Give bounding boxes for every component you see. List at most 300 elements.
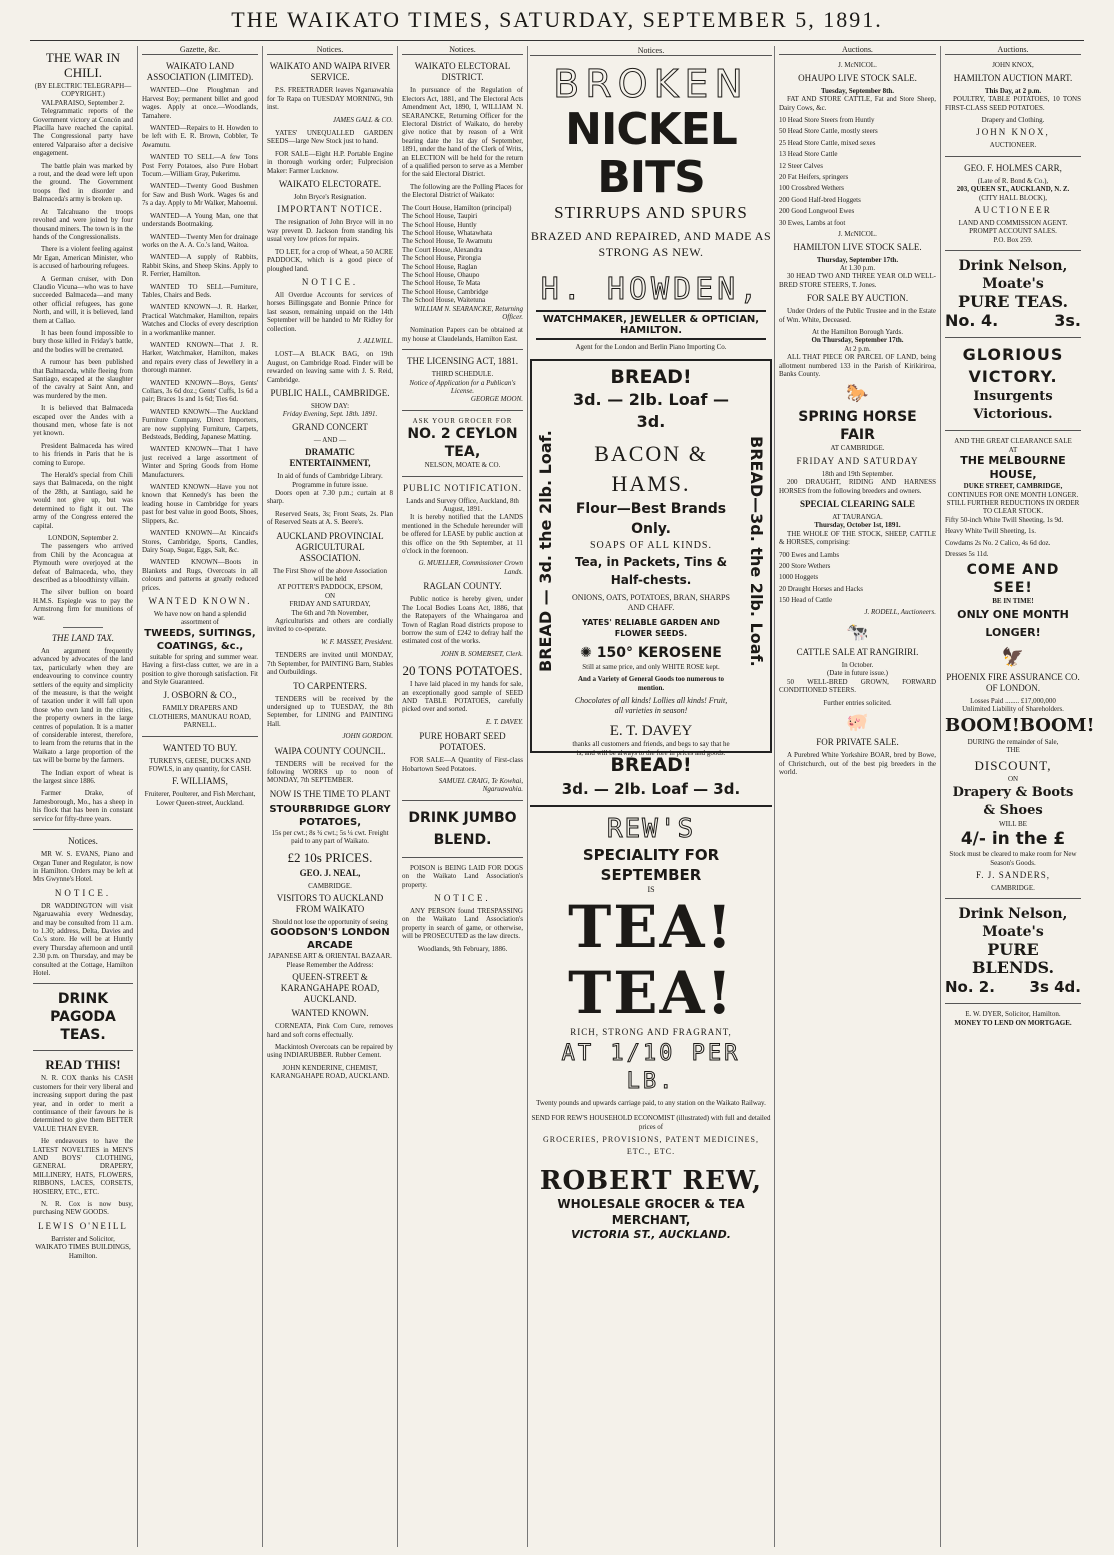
column-heading: Notices. (267, 46, 393, 55)
ad-heading: WAIKATO ELECTORAL DISTRICT. (414, 61, 511, 83)
bread-price: 3d. — 2lb. Loaf — 3d. (572, 390, 730, 431)
wanted-ad: WANTED—Repairs to H. Howden to be left with E. R. Brown, Cobbler, Te Awamutu. (142, 124, 258, 149)
ad-send: SEND FOR REW'S HOUSEHOLD ECONOMIST (illustrated) with full and detailed prices of (531, 1114, 771, 1131)
ad-come-and-see: COME AND SEE! (966, 562, 1060, 597)
polling-place: The School House, Raglan (402, 262, 478, 271)
polling-place: The Court House, Hamilton (principal) (402, 203, 512, 212)
column-divider (774, 46, 775, 1547)
ad-price-row (945, 977, 1081, 997)
notice: Nomination Papers can be obtained at my house at Claudelands, Hamilton East. (402, 326, 523, 343)
column-heading: Auctions. (945, 46, 1081, 55)
wanted-ad: WANTED KNOWN—J. R. Harker, Practical Watchmaker, Hamilton, repairs Watches and Clocks of every description in a workmanlike manner. (142, 303, 258, 337)
wanted-to-buy: WANTED TO BUY. (162, 742, 238, 753)
notice: Reserved Seats, 3s; Front Seats, 2s. Plan of Reserved Seats at A. S. Beere's. (267, 509, 393, 527)
article-paragraph: A German cruiser, with Don Claudio Vicuna—who was to have succeeded Balmaceda—and many other official refugees, has gone North, and will, it is believed, land them at Callao. (33, 274, 133, 325)
lot: 20 Draught Horses and Hacks (779, 584, 863, 593)
headline-war-in-chili: THE WAR IN CHILI. (45, 50, 121, 80)
column-heading: Gazette, &c. (142, 46, 258, 55)
notice: Public notice is hereby given, under The Local Bodies Loans Act, 1886, that the Ratepayers of the Whaingaroa and Town of Raglan Road districts propose to borrow the sum of £242 to defray half the estimated cost of the works. (402, 595, 523, 646)
divider (142, 736, 258, 737)
notice: 50 WELL-BRED GROWN, FORWARD CONDITIONED STEERS. (779, 677, 936, 695)
ad-text: In aid of funds of Cambridge Library. (277, 472, 383, 481)
ad-boom: BOOM! (1019, 714, 1095, 736)
ad-text: JAPANESE ART & ORIENTAL BAZAAR. (268, 952, 392, 961)
ad-heading: WAIKATO ELECTORATE. (278, 179, 382, 190)
ad-address: QUEEN-STREET & KARANGAHAPE ROAD, AUCKLAND. (280, 972, 380, 1005)
ad-williams: F. WILLIAMS, (172, 776, 228, 787)
ad-text: FRIDAY AND SATURDAY, (289, 600, 371, 609)
polling-place: The School House, Whatawhata (402, 228, 493, 237)
ad-tweeds-text: suitable for spring and summer wear. Having a first-class cutter, we are in a position to give thorough satisfaction. Fit and Style Guaranteed. (142, 652, 258, 686)
wanted-ad: WANTED—One Ploughman and Harvest Boy; permanent billet and good wages. Apply at once.—Woodlands, Tamahere. (142, 86, 258, 120)
article-paragraph: It has been found impossible to bury those killed in Friday's battle, and the bodies will be cremated. (33, 328, 133, 354)
polling-place: The School House, Waitetuna (402, 296, 486, 305)
ad-heading: TO CARPENTERS. (293, 680, 367, 691)
ad-text: (Late of R. Bond & Co.), (977, 176, 1049, 185)
lot: 12 Steer Calves (779, 161, 823, 170)
notice-heading: NOTICE. (434, 893, 491, 903)
bread-banner-title: BREAD! (610, 754, 692, 776)
ad-four-shillings: 4/- in the £ (960, 829, 1066, 850)
ad-heading: HAMILTON AUCTION MART. (953, 72, 1073, 83)
ad-groceries: GROCERIES, PROVISIONS, PATENT MEDICINES, ETC., ETC. (542, 1135, 760, 1156)
notice: All Overdue Accounts for services of horses Billingsgate and Bonnie Prince for last season, remaining unpaid on the 14th September will be handed to Mr Ridley for collection. (267, 290, 393, 333)
etd-davey: E. T. DAVEY (609, 723, 693, 739)
notice: 200 DRAUGHT, RIDING AND HARNESS HORSES from the following breeders and owners. (779, 478, 936, 495)
article-paragraph: President Balmaceda has wired to his friends in Paris that he is coming to Europe. (33, 441, 133, 467)
signature: W. F. MASSEY, President. (320, 637, 393, 646)
divider (945, 250, 1081, 251)
wanted-ad: WANTED—A supply of Rabbits, Rabbit Skins, and Sheep Skins. Apply to R. Ferrier, Hamilton. (142, 253, 258, 279)
advertisement-block (530, 46, 772, 1547)
notice: The following are the Polling Places for the Electoral District of Waikato: (402, 182, 523, 200)
ad-spring-horse-fair: SPRING HORSE FAIR (798, 409, 917, 444)
lot: 1000 Hoggets (779, 573, 819, 582)
ad-cox: He endeavours to have the LATEST NOVELTIES in MEN'S AND BOYS' CLOTHING, GENERAL DRAPERY, MILLINERY, HATS, FLOWERS, RIBBONS, LACES, CORSETS, HOSIERY, ETC., ETC. (33, 1137, 133, 1196)
divider (402, 476, 523, 477)
ad-text: E. W. DYER, Solicitor, Hamilton. (965, 1010, 1061, 1019)
notice: Under Orders of the Public Trustee and in the Estate of Wm. White, Deceased. (779, 307, 936, 324)
notice: I have laid placed in my hands for sale, an exceptionally good sample of SEED AND TABLE POTATOES, carefully picked over and sorted. (402, 680, 523, 714)
ad-no: No. 4. (945, 311, 999, 331)
ad-and: — AND — (313, 435, 347, 444)
ad-text: 203, QUEEN ST., AUCKLAND, N. Z. (956, 185, 1070, 194)
chocolates: Chocolates of all kinds! Lollies all kinds! Fruit, all varieties in season! (574, 696, 728, 715)
wanted-ad: WANTED KNOWN—That I have just received a large assortment of Winter and Spring Goods from Home Manufacturers. (142, 445, 258, 479)
ad-date: Thursday, September 17th. (816, 255, 899, 264)
signature: J. RODELL, Auctioneers. (864, 607, 936, 616)
signature: J. ALLWILL. (357, 336, 393, 345)
ad-heading: SPECIAL CLEARING SALE (799, 499, 916, 509)
wanted-ad: WANTED KNOWN—At Kincaid's Stores, Cambridge, Sports, Candles, Dairy Soap, Sugar, Eggs, Salt, &c. (142, 529, 258, 554)
ad-text: Notice of Application for a Publican's License. (409, 378, 516, 395)
notice: The resignation of John Bryce will in no way prevent D. Jackson from standing his usual very low prices for repairs. (267, 218, 393, 244)
polling-place: The School House, Te Mata (402, 279, 481, 288)
flour: Flour—Best Brands Only. (575, 501, 727, 537)
ad-subheading: SHOW DAY: (310, 401, 350, 410)
cattle-icon: 🐄 (846, 622, 869, 643)
ad-text: Please Remember the Address: (286, 960, 374, 969)
lot: 100 Crossbred Wethers (779, 184, 845, 193)
bread-side-right: BREAD—3d. the 2lb. Loaf. (747, 435, 766, 667)
ad-brazed: BRAZED AND REPAIRED, AND MADE AS STRONG AS NEW. (530, 229, 772, 259)
divider (945, 430, 1081, 431)
ad-price: £2 10s PRICES. (287, 849, 373, 865)
ad-howden: H. HOWDEN, (540, 272, 762, 307)
ad-oneill-address: WAIKATO TIMES BUILDINGS, Hamilton. (35, 1243, 131, 1260)
lot: 200 Store Wethers (779, 562, 831, 571)
wanted-ad: WANTED—Twenty Men for drainage works on the A. A. Co.'s land, Waitoa. (142, 232, 258, 249)
bread-ad-inner (570, 365, 732, 757)
ad-robert-rew: ROBERT REW, (539, 1166, 763, 1196)
signature: E. T. DAVEY. (485, 717, 523, 726)
ad-heading: GRAND CONCERT (292, 421, 368, 432)
ad-drink-nelson: Drink Nelson, Moate's (958, 258, 1068, 293)
ad-heading: NOW IS THE TIME TO PLANT (269, 788, 391, 799)
bacon-hams: BACON & HAMS. (594, 441, 708, 496)
notice: LOST—A BLACK BAG, on 19th August, on Cambridge Road. Finder will be rewarded on leaving same with J. S. Reid, Cambridge. (267, 350, 393, 384)
ad-date: This Day, at 2 p.m. (984, 86, 1042, 95)
ad-oneill-sub: Barrister and Solicitor, (51, 1234, 115, 1243)
ad-price-row (945, 311, 1081, 331)
kerosene (570, 643, 732, 663)
ad-text: In October. (841, 661, 874, 670)
ad-text: ON (324, 591, 336, 600)
notice: YATES' UNEQUALLED GARDEN SEEDS—large New Stock just to hand. (267, 129, 393, 146)
ad-text: Stock must be cleared to make room for New Season's Goods. (949, 850, 1077, 867)
ad-heading: VISITORS TO AUCKLAND FROM WAIKATO (276, 892, 384, 914)
ad-date: Thursday, October 1st, 1891. (814, 521, 901, 530)
column-auctions-2 (942, 45, 1095, 1547)
lot: 50 Head Store Cattle, mostly steers (779, 127, 878, 136)
ad-cox: N. R. Cox is now busy, purchasing NEW GOODS. (33, 1200, 133, 1217)
divider (33, 1050, 133, 1051)
divider (402, 800, 523, 801)
masthead-rule (30, 40, 1084, 41)
polling-place: The School House, Ohaupo (402, 270, 480, 279)
ad-text: STILL FURTHER REDUCTIONS IN ORDER TO CLEAR STOCK. (946, 498, 1080, 516)
item: Dresses 5s 11d. (945, 549, 989, 558)
notice: A Purebred White Yorkshire BOAR, bred by Bowe, of Christchurch, out of the best pig breeders in the world. (779, 751, 936, 776)
ad-text: LAND AND COMMISSION AGENT. (958, 219, 1068, 228)
ad-text: WILL BE (999, 819, 1027, 828)
subhead: (BY ELECTRIC TELEGRAPH—COPYRIGHT.) (34, 82, 132, 99)
lot: 200 Good Half-bred Hoggets (779, 195, 861, 204)
article-paragraph: An argument frequently advanced by advocates of the land tax, particularly when they are endeavouring to convince country settlers of the equity and simplicity of the measure, is that the weight of taxation under it will fall upon those who own land in the cities, the property owners in the large centres of population. It is a matter of considerable interest, therefore, to learn from the returns that in the Waikato a large proportion of the tax will be borne by the farmers. (33, 646, 133, 765)
column-divider (940, 46, 941, 1547)
ad-heading: HAMILTON LIVE STOCK SALE. (793, 241, 922, 252)
ad-tweeds: TWEEDS, SUITINGS, COATINGS, &c., (144, 627, 256, 652)
ad-text: At the Hamilton Borough Yards. (812, 327, 903, 336)
polling-place: The School House, Taupiri (402, 212, 478, 221)
ad-is: IS (647, 885, 655, 894)
star-icon: ✺ (580, 645, 592, 661)
ad-heading: RAGLAN COUNTY. (423, 581, 502, 592)
ad-drink-nelson: Drink Nelson, Moate's (958, 906, 1068, 941)
ad-text: AND THE GREAT CLEARANCE SALE (954, 437, 1072, 446)
ad-neal: GEO. J. NEAL, (299, 867, 361, 878)
signature: JOHN GORDON. (342, 732, 393, 741)
article-paragraph: The passengers who arrived from Chili by the Aconcagua at Plymouth were overjoyed at the defeat of Balmaceda, who, they described as a bloodthirsty villain. (33, 542, 133, 584)
ad-heading: OHAUPO LIVE STOCK SALE. (798, 72, 917, 83)
lot: 20 Fat Heifers, springers (779, 173, 849, 182)
column-divider (397, 46, 398, 1547)
ad-stourbridge: STOURBRIDGE GLORY POTATOES, (269, 803, 391, 828)
bread-banner-price: 3d. — 2lb. Loaf — 3d. (561, 780, 741, 798)
ad-text: Woodlands, 9th February, 1886. (417, 944, 508, 953)
ad-text: THE (1006, 745, 1020, 754)
ad-heading: THE LICENSING ACT, 1881. (406, 356, 519, 367)
ad-watchmaker: WATCHMAKER, JEWELLER & OPTICIAN, HAMILTON. (536, 310, 766, 340)
ad-heading: PUBLIC NOTIFICATION. (403, 482, 522, 493)
polling-place: The School House, Huntly (402, 220, 477, 229)
wanted-ad: WANTED KNOWN—The Auckland Furniture Company, Direct Importers, are now supplying Furniture, Carpets, Bedsteads, Bedding, Japanese Matting. (142, 407, 258, 442)
divider (402, 857, 523, 858)
article-paragraph: It is believed that Balmaceda escaped over the Andes with a thousand men, whose fate is not yet known. (33, 404, 133, 438)
ad-text: P.O. Box 259. (993, 235, 1033, 244)
dateline: LONDON, September 2. (48, 533, 118, 542)
ad-heading: DRAMATIC ENTERTAINMENT, (289, 447, 371, 469)
ad-sanders: F. J. SANDERS, (975, 870, 1051, 880)
notice-heading: NOTICE. (301, 276, 359, 287)
ad-text: Drapery and Clothing. (981, 116, 1045, 125)
ad-no: No. 2. (945, 978, 995, 997)
ad-text: AT (1008, 445, 1018, 454)
ad-jumbo-blend: DRINK JUMBO BLEND. (408, 809, 517, 848)
ad-only-one-month: ONLY ONE MONTH LONGER! (957, 607, 1069, 639)
lot: 700 Ewes and Lambs (779, 550, 840, 559)
ad-text: 15s per cwt.; 8s ¾ cwt.; 5s ¼ cwt. Freight paid to any part of Waikato. (271, 828, 389, 846)
lot: 13 Head Store Cattle (779, 150, 838, 159)
ad-text: CAMBRIDGE. (308, 881, 352, 890)
ad-text: NELSON, MOATE & CO. (424, 461, 501, 470)
tea-packets: Tea, in Packets, Tins & Half-chests. (574, 555, 728, 587)
divider (945, 337, 1081, 338)
etd-text: thanks all customers and friends, and begs to say that he is, and will be always to the fore in prices and goods. (572, 740, 730, 757)
wanted-ad: WANTED TO SELL—Furniture, Tables, Chairs and Beds. (142, 282, 258, 299)
divider (33, 829, 133, 830)
ad-text: Losses Paid ........ £17,000,000 (970, 696, 1056, 705)
ad-cox: N. R. COX thanks his CASH customers for their very liberal and increasing support during the past year, and in order to merit a continuance of their favours he is determined to give them BETTER VALUE THAN EVER. (33, 1074, 133, 1133)
bread-title: BREAD! (610, 366, 692, 388)
ad-text: PROMPT ACCOUNT SALES. (969, 227, 1057, 236)
ad-tea-price: AT 1/10 PER LB. (561, 1041, 741, 1094)
ad-text: AT CAMBRIDGE. (830, 444, 885, 453)
item: Heavy White Twill Sheeting, 1s. (945, 527, 1037, 536)
ad-text: JOHN KENDERINE, CHEMIST, KARANGAHAPE ROAD, AUCKLAND. (270, 1063, 390, 1081)
notice-heading: NOTICE. (54, 887, 112, 898)
notice: It is hereby notified that the LANDS mentioned in the Schedule hereunder will be offered for LEASE by public auction at this office on the 9th September, at 11 o'clock in the forenoon. (402, 513, 523, 556)
notice: FAT AND STORE CATTLE, Fat and Store Sheep, Dairy Cows, &c. (779, 95, 936, 112)
divider (63, 627, 103, 628)
auctioneer: J. McNICOL. (838, 230, 877, 239)
column-divider (527, 46, 528, 1547)
signature: JAMES GALL & CO. (332, 115, 393, 124)
ad-text: ON (1007, 775, 1019, 784)
item: Fifty 50-inch White Twill Sheeting, 1s 9d. (945, 515, 1064, 524)
ad-nickel-bits: NICKEL BITS (565, 104, 737, 203)
ad-heading: CATTLE SALE AT RANGIRIRI. (796, 647, 919, 658)
ad-insurgents: Insurgents Victorious. (973, 389, 1053, 423)
ad-twenty-pounds: Twenty pounds and upwards carriage paid, to any station on the Waikato Railway. (536, 1099, 766, 1107)
notice: FOR SALE—Eight H.P. Portable Engine in thorough working order; Fulprecision Maker: Farmer Lucknow. (267, 149, 393, 175)
ad-boom-row (945, 714, 1095, 738)
notice: TENDERS will be received by the undersigned up to TUESDAY, the 8th September, for LINING and PAINTING Hall. (267, 694, 393, 728)
kerosene-label: 150° KEROSENE (596, 645, 722, 661)
wanted-ad: WANTED KNOWN—Have you not known that Kennedy's has been the leading house in Cambridge for years past for best value in good Boots, Shoes, Slippers, &c. (142, 483, 258, 525)
wanted-ad: WANTED TO SELL—A few Tons Post Ferry Potatoes, also Pure Hobart Tocum.—William Gray, Pukerimu. (142, 153, 258, 179)
ad-text: The 6th and 7th November, (291, 608, 369, 617)
notice: ALL THAT PIECE OR PARCEL OF LAND, being allotment numbered 133 in the Parish of Kirikiriroa, Banks County. (779, 353, 936, 378)
divider (945, 898, 1081, 899)
column-heading: Notices. (402, 46, 523, 55)
polling-place: The School House, Pirongia (402, 254, 481, 263)
ad-wholesale: WHOLESALE GROCER & TEA MERCHANT, (557, 1197, 745, 1227)
ad-heading: FRIDAY AND SATURDAY (796, 455, 919, 466)
column-heading: Notices. (530, 46, 772, 56)
ad-osborn-sub: FAMILY DRAPERS AND CLOTHIERS, MANUKAU ROAD, PARNELL. (149, 704, 251, 730)
article-paragraph: The battle plain was marked by a rout, and the dead were left upon the ground. The Government troops fled in disorder and Balmaceda's army is broken up. (33, 161, 133, 204)
article-paragraph: The silver bullion on board H.M.S. Espiegle was to pay the Armstrong firm for munitions of war. (33, 588, 133, 622)
ad-time: At 2 p.m. (844, 344, 871, 353)
notice: Doors open at 7.30 p.m.; curtain at 8 sharp. (267, 489, 393, 506)
article-paragraph: A rumour has been published that Balmaceda, while fleeing from Santiago, escaped at the slaughter of the cavalry at Saint Ann, and was murdered by the men. (33, 358, 133, 400)
ad-text: Unlimited Liability of Shareholders. (962, 705, 1064, 714)
ad-date: Tuesday, September 8th. (820, 86, 895, 95)
wanted-ad: WANTED—Twenty Good Bushmen for Saw and Bush Work. Wages 6s and 7s a day. Apply to Mr Walker, Mahoenui. (142, 182, 258, 208)
notice: Mackintosh Overcoats can be repaired by using INDIARUBBER. Rubber Cement. (267, 1043, 393, 1060)
polling-place: The School House, Cambridge (402, 287, 489, 296)
ad-price: 3s. (1054, 311, 1081, 331)
divider (945, 156, 1081, 157)
wanted-known-heading: WANTED KNOWN. (148, 595, 252, 606)
ad-stirrups: STIRRUPS AND SPURS (554, 203, 748, 222)
ad-williams-sub: Fruiterer, Poulterer, and Fish Merchant, Lower Queen-street, Auckland. (144, 790, 256, 807)
ad-text: BE IN TIME! (992, 597, 1034, 606)
ad-goodson: GOODSON'S LONDON ARCADE (270, 927, 390, 952)
ad-glorious-victory: GLORIOUS VICTORY. (962, 345, 1064, 387)
ad-heading: 20 TONS POTATOES. (402, 663, 523, 679)
ad-text: The First Show of the above Association will be held (273, 566, 387, 584)
dateline: VALPARAISO, September 2. (41, 98, 125, 107)
auctioneer: JOHN KNOX, (992, 61, 1034, 70)
article-paragraph: Farmer Drake, of Jamesborough, Mo., has a sheep in his flock that has been in constant service for fifty-three years. (33, 789, 133, 823)
column-auctions-1 (776, 46, 939, 1547)
ad-speciality: SPECIALITY FOR SEPTEMBER (582, 846, 720, 884)
article-paragraph: The Herald's special from Chili says that Balmaceda, on the night of the 28th, at Santiago, said he would not give up, but was determined to fight it out. The army of the Congress entered the capital. (33, 471, 133, 530)
article-paragraph: Telegrammatic reports of the Government victory at Concón and Placilla have reached the capital. The Congressional party have entered Valparaiso after a decisive engagement. (33, 107, 133, 158)
polling-place: The Court House, Alexandra (402, 245, 483, 254)
notice: 30 HEAD TWO AND THREE YEAR OLD WELL-BRED STORE STEERS, T. Jones. (779, 272, 936, 289)
divider (402, 349, 523, 350)
article-paragraph: There is a violent feeling against Mr Egan, American Minister, who is accused of harbouring refugees. (33, 245, 133, 271)
ad-osborn: J. OSBORN & CO., (163, 690, 237, 701)
ad-knox: JOHN KNOX, (976, 127, 1050, 138)
ad-text: Should not lose the opportunity of seeing (272, 917, 388, 926)
column-heading: Auctions. (779, 46, 936, 55)
wanted-ad: WANTED—A Young Man, one that understands Bootmaking. (142, 211, 258, 229)
ad-price: 3s 4d. (1029, 978, 1081, 997)
headline-land-tax: THE LAND TAX. (51, 632, 115, 643)
wanted-ad: WANTED KNOWN—Boys, Gents' Collars, 3s 6d doz.; Gents' Cuffs, 1s 6d a pair; Braces 1s and 1s 6d; Ties 6d. (142, 378, 258, 404)
notice: TENDERS will be received for the following WORKS up to noon of MONDAY, 7th SEPTEMBER. (267, 759, 393, 785)
notice: TO LET, for a crop of Wheat, a 50 ACRE PADDOCK, which is a good piece of ploughed land. (267, 247, 393, 273)
ad-boom: BOOM! (945, 714, 1020, 736)
column-notices-1 (264, 46, 396, 1547)
ad-heading: AUCTIONEER (974, 205, 1052, 216)
lot: 200 Good Longwool Ewes (779, 207, 855, 216)
ad-victoria-st: VICTORIA ST., AUCKLAND. (571, 1228, 731, 1241)
masthead: THE WAIKATO TIMES, SATURDAY, SEPTEMBER 5, 1891. (231, 7, 883, 32)
polling-place: The School House, Te Awamutu (402, 237, 493, 246)
ad-drink-pagoda-teas: DRINK PAGODA TEAS. (50, 991, 116, 1044)
column-notices-2 (399, 46, 526, 1547)
ad-heading: WAIKATO LAND ASSOCIATION (LIMITED). (146, 61, 254, 83)
ad-text: 18th and 19th September. (821, 469, 894, 478)
signature: WILLIAM N. SEARANCKE, Returning Officer. (414, 304, 523, 321)
bread-banner (530, 753, 772, 807)
ad-agent: Agent for the London and Berlin Piano Importing Co. (575, 343, 727, 351)
lot: 10 Head Store Steers from Huntly (779, 116, 875, 125)
ad-text: AUCTIONEER. (989, 141, 1037, 150)
ad-text: AT POTTER'S PADDOCK, EPSOM, (277, 583, 383, 592)
ad-text: CONTINUES FOR ONE MONTH LONGER. (947, 490, 1079, 499)
ad-heading: WAIKATO AND WAIPA RIVER SERVICE. (269, 61, 391, 83)
lot: 25 Head Store Cattle, mixed sexes (779, 138, 876, 147)
ad-heading: FOR SALE BY AUCTION. (806, 293, 909, 304)
notice: FOR SALE—A Quantity of First-class Hobartown Seed Potatoes. (402, 756, 523, 773)
ad-text: ASK YOUR GROCER FOR (412, 416, 513, 425)
ad-text: (CITY HALL BLOCK), (978, 193, 1048, 202)
bread-side-left: BREAD — 3d. the 2lb. Loaf. (536, 430, 555, 672)
ad-text: Programme in future issue. (292, 480, 368, 489)
column-wanted (139, 46, 261, 1547)
ad-text: CAMBRIDGE. (991, 884, 1035, 892)
ad-text: DUKE STREET, CAMBRIDGE, (963, 482, 1063, 491)
kerosene-sub: Still at same price, and only WHITE ROSE kept. (582, 663, 720, 671)
ad-text: AT TAURANGA. (832, 513, 883, 521)
read-this-heading: READ THIS! (45, 1057, 121, 1073)
ad-heading: PHOENIX FIRE ASSURANCE CO. OF LONDON. (946, 671, 1080, 693)
notice-waddington: DR WADDINGTON will visit Ngaruawahia every Wednesday, and may be consulted from 11 a.m. to 1.30; address, Delta, Davies and Co.'s store. He will be at Huntly every Thursday afternoon and until 2.30 p.m. on Thursday, and may be consulted at the Cottage, Hamilton Hotel. (33, 901, 133, 977)
divider (402, 410, 523, 411)
horse-icon: 🐎 (846, 383, 869, 404)
ad-text: Lands and Survey Office, Auckland, 8th August, 1891. (406, 496, 519, 514)
soaps: SOAPS OF ALL KINDS. (590, 540, 712, 551)
section-heading: Notices. (68, 836, 98, 847)
notice: TENDERS are invited until MONDAY, 7th September, for PAINTING Barn, Stables and Outbuildings. (267, 651, 393, 677)
ad-text: (Date in future issue.) (826, 669, 889, 678)
signature: JOHN B. SOMERSET, Clerk. (440, 649, 523, 658)
lot: 150 Head of Cattle (779, 596, 833, 605)
ad-discount: DISCOUNT, (974, 758, 1052, 774)
signature: G. MUELLER, Commissioner Crown Lands. (418, 559, 523, 576)
ad-heading: PUBLIC HALL, CAMBRIDGE. (270, 387, 390, 398)
notice: THE WHOLE OF THE STOCK, SHEEP, CATTLE & HORSES, comprising: (779, 529, 936, 547)
ad-money: MONEY TO LEND ON MORTGAGE. (954, 1018, 1072, 1027)
auctioneer: J. McNICOL. (838, 61, 877, 70)
notice-evans: MR W. S. EVANS, Piano and Organ Tuner and Regulator, is now in Hamilton. Orders may be left at Mrs Gwynne's Hotel. (33, 850, 133, 884)
notice: P.S. FREETRADER leaves Ngaruawahia for Te Rapa on TUESDAY MORNING, 9th inst. (267, 86, 393, 112)
notice: Agriculturists and others are cordially invited to co-operate. (267, 617, 393, 634)
variety: And a Variety of General Goods too numerous to mention. (577, 675, 725, 692)
notice: POISON is BEING LAID FOR DOGS on the Waikato Land Association's property. (402, 863, 523, 889)
ad-heading: WANTED KNOWN. (291, 1008, 369, 1019)
wanted-ad: WANTED KNOWN—That J. R. Harker, Watchmaker, Hamilton, makes and repairs every class of Jewellery in a thorough manner. (142, 340, 258, 375)
article-paragraph: The Indian export of wheat is the largest since 1886. (33, 768, 133, 786)
ad-text: Further entries solicited. (823, 698, 892, 707)
divider (945, 1003, 1081, 1004)
